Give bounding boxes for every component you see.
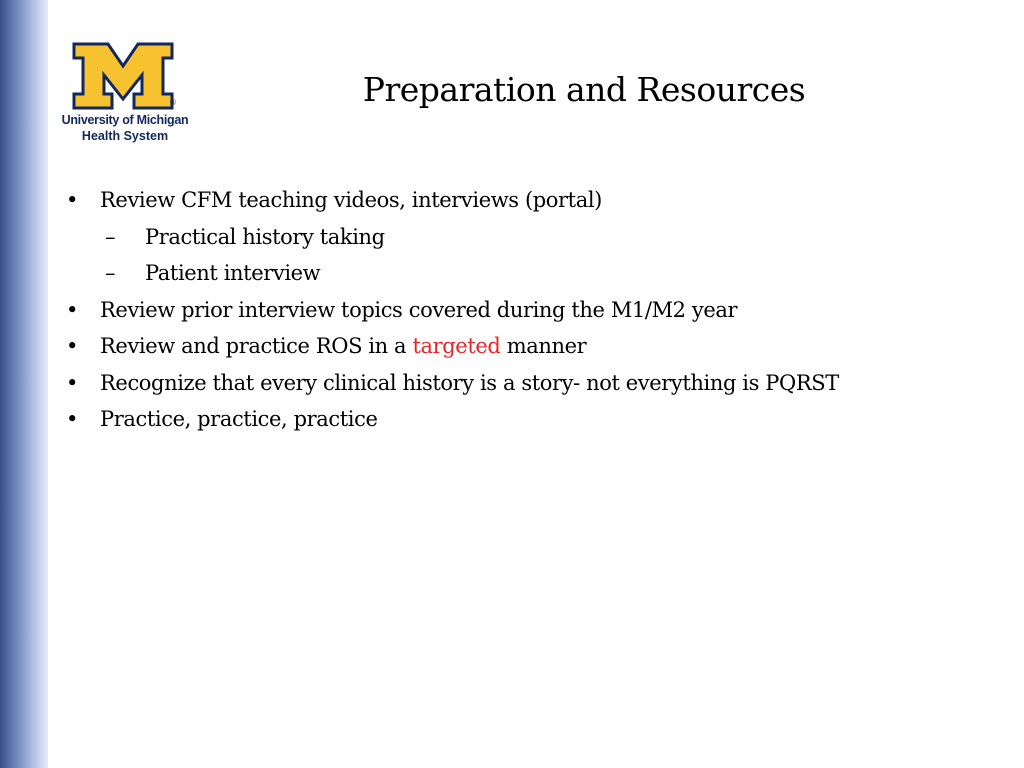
bullet-text-after: manner — [500, 334, 587, 358]
slide-title: Preparation and Resources — [362, 70, 806, 109]
bullet-item — [60, 184, 1000, 221]
bullet-marker: • — [66, 407, 78, 431]
university-logo — [52, 42, 198, 148]
logo-wordmark — [52, 112, 198, 144]
sub-bullet-text: Patient interview — [145, 261, 321, 285]
bullet-text: Recognize that every clinical history is a story- not everything is PQRST — [100, 370, 839, 395]
bullet-marker: • — [66, 334, 78, 358]
bullet-marker: • — [66, 370, 78, 395]
bullet-text: Review prior interview topics covered during the M1/M2 year — [100, 297, 738, 322]
highlighted-word: targeted — [412, 334, 501, 358]
bullet-item — [60, 403, 1000, 440]
bullet-marker: • — [66, 297, 78, 322]
bullet-item — [60, 330, 1000, 367]
bullet-text-before: Review and practice ROS in a — [100, 334, 413, 358]
dash-marker: – — [104, 261, 116, 285]
sub-bullet-item — [60, 221, 1000, 258]
registered-mark: ® — [170, 98, 176, 107]
block-m-logo-icon — [72, 42, 174, 110]
sub-bullet-text: Practical history taking — [145, 224, 385, 249]
bullet-marker: • — [66, 188, 78, 212]
bullet-list — [60, 184, 1000, 440]
logo-line-health-system: Health System — [81, 129, 169, 143]
bullet-text: Review CFM teaching videos, interviews (portal) — [100, 188, 602, 212]
logo-line-university: University of Michigan — [61, 113, 189, 127]
side-gradient-band — [0, 0, 48, 768]
sub-bullet-item — [60, 257, 1000, 294]
bullet-item — [60, 294, 1000, 331]
bullet-text: Practice, practice, practice — [100, 407, 378, 431]
dash-marker: – — [104, 224, 116, 249]
bullet-text — [100, 330, 586, 362]
bullet-item — [60, 367, 1000, 404]
